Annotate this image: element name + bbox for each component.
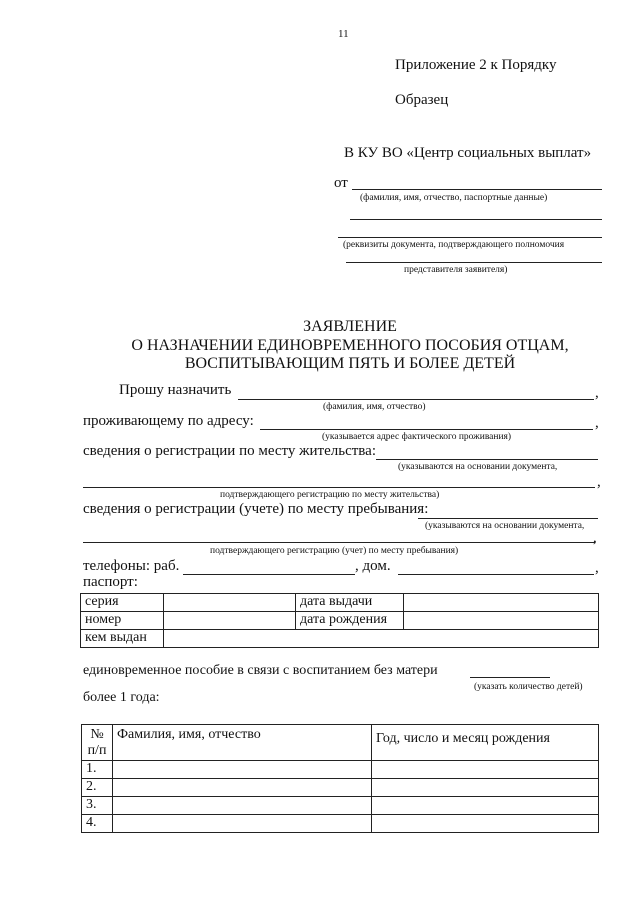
ask-label: Прошу назначить (119, 382, 232, 398)
page-number: 11 (338, 28, 349, 40)
passport-label: паспорт: (83, 574, 138, 590)
children-table (81, 724, 599, 833)
col-number-sign: № (90, 727, 104, 742)
row-name-cell[interactable] (113, 815, 372, 833)
home-phone-line[interactable] (398, 574, 594, 575)
series-label: серия (81, 594, 164, 612)
row-number: 2. (82, 779, 113, 797)
row-number: 3. (82, 797, 113, 815)
comma-5: , (595, 560, 599, 576)
home-label: , дом. (355, 558, 391, 574)
row-name-cell[interactable] (113, 797, 372, 815)
reg-label: сведения о регистрации по месту жительства: (83, 443, 376, 459)
fio-line[interactable] (238, 399, 594, 400)
address-hint: (указывается адрес фактического проживания) (322, 432, 512, 442)
stay-hint-2: подтверждающего регистрацию (учет) по месту пребывания) (210, 546, 459, 556)
passport-table (80, 593, 599, 648)
birth-date-cell[interactable] (404, 612, 599, 630)
reg-line-1[interactable] (376, 459, 598, 460)
appendix-label: Приложение 2 к Порядку (395, 57, 557, 73)
rep-hint-1: (реквизиты документа, подтверждающего полномочия (343, 240, 565, 250)
comma-3: , (597, 474, 601, 490)
row-birth-cell[interactable] (372, 797, 599, 815)
comma-1: , (595, 385, 599, 401)
row-birth-cell[interactable] (372, 815, 599, 833)
children-count-line[interactable] (470, 677, 550, 678)
col-number-pp: п/п (87, 743, 107, 758)
work-phone-line[interactable] (183, 574, 355, 575)
issue-date-cell[interactable] (404, 594, 599, 612)
benefit-hint: (указать количество детей) (474, 682, 583, 692)
reg-hint-1: (указываются на основании документа, (398, 462, 558, 472)
comma-2: , (595, 415, 599, 431)
row-name-cell[interactable] (113, 779, 372, 797)
row-number: 1. (82, 761, 113, 779)
title-line-3: ВОСПИТЫВАЮЩИМ ПЯТЬ И БОЛЕЕ ДЕТЕЙ (184, 355, 516, 372)
series-cell[interactable] (164, 594, 296, 612)
address-line[interactable] (260, 429, 593, 430)
phones-label: телефоны: раб. (83, 558, 180, 574)
rep-line-1[interactable] (338, 237, 602, 238)
from-label: от (334, 175, 348, 191)
col-number-header (82, 725, 113, 761)
reg-line-2[interactable] (83, 487, 595, 488)
from-line-2[interactable] (350, 219, 602, 220)
issued-by-label: кем выдан (81, 630, 164, 648)
row-birth-cell[interactable] (372, 761, 599, 779)
number-cell[interactable] (164, 612, 296, 630)
title-line-1: ЗАЯВЛЕНИЕ (303, 318, 397, 335)
row-birth-cell[interactable] (372, 779, 599, 797)
row-name-cell[interactable] (113, 761, 372, 779)
title-line-2: О НАЗНАЧЕНИИ ЕДИНОВРЕМЕННОГО ПОСОБИЯ ОТЦАМ, (131, 337, 569, 354)
addressee: В КУ ВО «Центр социальных выплат» (344, 145, 592, 161)
row-number: 4. (82, 815, 113, 833)
rep-line-2[interactable] (346, 262, 602, 263)
issued-by-cell[interactable] (164, 630, 599, 648)
address-label: проживающему по адресу: (83, 413, 254, 429)
number-label: номер (81, 612, 164, 630)
stay-label: сведения о регистрации (учете) по месту пребывания: (83, 501, 429, 517)
benefit-text-2: более 1 года: (83, 690, 160, 705)
from-line[interactable] (352, 189, 602, 190)
sample-label: Образец (395, 92, 449, 108)
issue-date-label: дата выдачи (296, 594, 404, 612)
reg-hint-2: подтверждающего регистрацию по месту жительства) (220, 490, 440, 500)
benefit-text: единовременное пособие в связи с воспитанием без матери (83, 663, 438, 678)
stay-line-2[interactable] (83, 542, 595, 543)
from-hint: (фамилия, имя, отчество, паспортные данные) (360, 193, 548, 203)
stay-hint-1: (указываются на основании документа, (425, 521, 585, 531)
birth-date-label: дата рождения (296, 612, 404, 630)
stay-line-1[interactable] (418, 518, 598, 519)
fio-hint: (фамилия, имя, отчество) (323, 402, 426, 412)
rep-hint-2: представителя заявителя) (404, 265, 508, 275)
col-name-header: Фамилия, имя, отчество (113, 725, 372, 761)
comma-4: , (593, 530, 597, 546)
col-birth-header: Год, число и месяц рождения (372, 725, 599, 761)
